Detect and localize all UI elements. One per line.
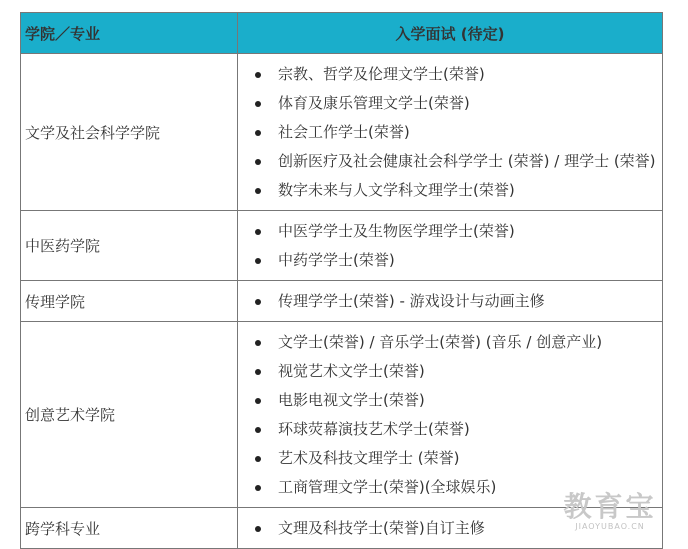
program-list (252, 287, 658, 316)
program-item: 视觉艺术文学士(荣誉) (252, 357, 658, 386)
program-cell (238, 322, 663, 508)
college-name: 中医药学院 (21, 211, 238, 281)
watermark-url: JIAOYUBAO.CN (575, 522, 645, 531)
college-name: 跨学科专业 (21, 508, 238, 549)
program-item: 创新医疗及社会健康社会科学学士 (荣誉) / 理学士 (荣誉) (252, 147, 658, 176)
watermark-logo (550, 492, 670, 531)
watermark-text: 教育宝 (563, 490, 657, 523)
header-interview: 入学面试 (待定) (238, 13, 663, 54)
header-college-major: 学院／专业 (21, 13, 238, 54)
table-row (21, 281, 663, 322)
program-item: 电影电视文学士(荣誉) (252, 386, 658, 415)
program-cell (238, 54, 663, 211)
program-cell (238, 281, 663, 322)
table-row (21, 322, 663, 508)
table-header-row (21, 13, 663, 54)
program-cell (238, 211, 663, 281)
college-name: 创意艺术学院 (21, 322, 238, 508)
program-item: 中医学学士及生物医学理学士(荣誉) (252, 217, 658, 246)
program-item: 文学士(荣誉) / 音乐学士(荣誉) (音乐 / 创意产业) (252, 328, 658, 357)
program-item: 艺术及科技文理学士 (荣誉) (252, 444, 658, 473)
program-item: 传理学学士(荣誉) - 游戏设计与动画主修 (252, 287, 658, 316)
program-item: 工商管理文学士(荣誉)(全球娱乐) (252, 473, 658, 502)
program-item: 中药学学士(荣誉) (252, 246, 658, 275)
college-name: 传理学院 (21, 281, 238, 322)
program-item: 社会工作学士(荣誉) (252, 118, 658, 147)
program-item: 文理及科技学士(荣誉)自订主修 (252, 514, 658, 543)
college-name: 文学及社会科学学院 (21, 54, 238, 211)
program-item: 数字未来与人文学科文理学士(荣誉) (252, 176, 658, 205)
program-list (252, 328, 658, 502)
table-row (21, 54, 663, 211)
program-item: 体育及康乐管理文学士(荣誉) (252, 89, 658, 118)
admission-table (20, 12, 663, 549)
program-item: 宗教、哲学及伦理文学士(荣誉) (252, 60, 658, 89)
program-list (252, 60, 658, 205)
program-list (252, 217, 658, 275)
table-row (21, 211, 663, 281)
program-item: 环球荧幕演技艺术学士(荣誉) (252, 415, 658, 444)
